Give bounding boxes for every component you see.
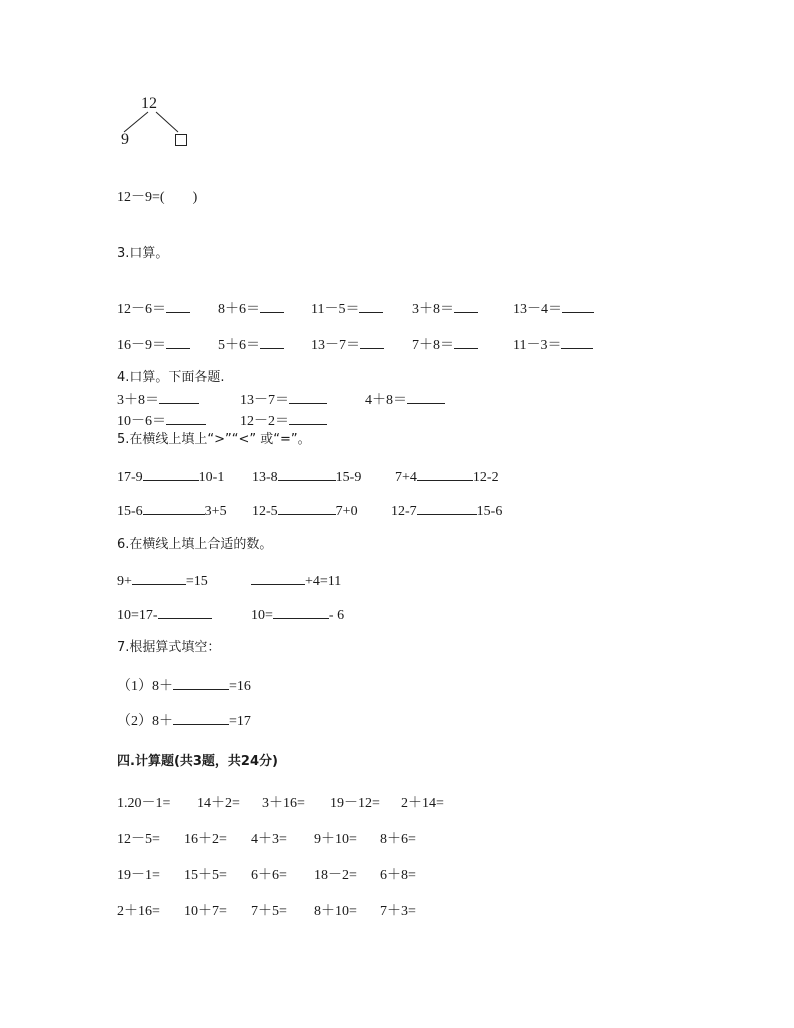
calc-problem: 6＋6=	[251, 868, 287, 883]
calc-problem: 2＋14=	[401, 796, 444, 811]
calc-problem: 4＋3=	[251, 832, 287, 847]
problem: 11－5＝	[311, 300, 383, 318]
compare-problem: 17-9 10-1	[117, 470, 225, 485]
answer-blank[interactable]	[289, 412, 327, 425]
calc-problem: 9＋10=	[314, 832, 357, 847]
compare-problem: 13-8 15-9	[252, 470, 362, 485]
section-5-title: 5.在横线上填上“>”“<” 或“=”。	[117, 432, 311, 447]
answer-blank[interactable]	[173, 712, 229, 725]
compare-problem: 7+4 12-2	[395, 470, 499, 485]
compare-problem: 12-7 15-6	[391, 504, 503, 519]
calc-problem: 3＋16=	[262, 796, 305, 811]
calc-problem: 19－12=	[330, 796, 380, 811]
answer-blank[interactable]	[260, 300, 284, 313]
fill-problem: （1）8＋ =16	[117, 679, 251, 694]
answer-blank[interactable]	[359, 300, 383, 313]
tree-top-number: 12	[141, 95, 157, 112]
answer-blank[interactable]	[407, 391, 445, 404]
tree-question: 12－9=( )	[117, 190, 198, 205]
answer-blank[interactable]	[562, 300, 594, 313]
problem: 13－7＝	[240, 391, 327, 409]
problem: 8＋6＝	[218, 300, 284, 318]
answer-blank[interactable]	[273, 606, 329, 619]
problem: 7＋8＝	[412, 336, 478, 354]
answer-blank[interactable]	[289, 391, 327, 404]
calc-problem: 1.20－1=	[117, 796, 171, 811]
problem: 3＋8＝	[117, 391, 199, 409]
fill-problem: 10=17-	[117, 606, 212, 624]
problem: 10－6＝	[117, 412, 206, 430]
calc-problem: 12－5=	[117, 832, 160, 847]
section-iv-heading: 四.计算题(共3题，共24分)	[117, 754, 278, 769]
problem: 4＋8＝	[365, 391, 445, 409]
calc-problem: 15＋5=	[184, 868, 227, 883]
answer-blank[interactable]	[166, 336, 190, 349]
fill-problem: +4=11	[251, 572, 341, 590]
calc-problem: 6＋8=	[380, 868, 416, 883]
problem: 12－6＝	[117, 300, 190, 318]
answer-blank[interactable]	[417, 502, 477, 515]
tree-answer-box[interactable]	[175, 134, 187, 146]
tree-left-number: 9	[121, 131, 129, 148]
calc-problem: 7＋3=	[380, 904, 416, 919]
calc-problem: 16＋2=	[184, 832, 227, 847]
answer-blank[interactable]	[158, 606, 212, 619]
answer-blank[interactable]	[278, 468, 336, 481]
calc-problem: 18－2=	[314, 868, 357, 883]
compare-problem: 12-5 7+0	[252, 504, 358, 519]
calc-problem: 2＋16=	[117, 904, 160, 919]
fill-problem: （2）8＋ =17	[117, 714, 251, 729]
problem: 16－9＝	[117, 336, 190, 354]
section-3-title: 3.口算。	[117, 246, 169, 261]
answer-blank[interactable]	[159, 391, 199, 404]
calc-problem: 10＋7=	[184, 904, 227, 919]
calc-problem: 8＋10=	[314, 904, 357, 919]
answer-blank[interactable]	[260, 336, 284, 349]
calc-problem: 14＋2=	[197, 796, 240, 811]
answer-blank[interactable]	[143, 502, 205, 515]
answer-blank[interactable]	[166, 412, 206, 425]
answer-blank[interactable]	[143, 468, 199, 481]
section-7-title: 7.根据算式填空：	[117, 640, 221, 655]
answer-blank[interactable]	[278, 502, 336, 515]
section-6-title: 6.在横线上填上合适的数。	[117, 537, 273, 552]
answer-blank[interactable]	[417, 468, 473, 481]
problem: 5＋6＝	[218, 336, 284, 354]
problem: 13－7＝	[311, 336, 384, 354]
section-4-title: 4.口算。下面各题.	[117, 370, 225, 385]
calc-problem: 7＋5=	[251, 904, 287, 919]
problem: 11－3＝	[513, 336, 593, 354]
answer-blank[interactable]	[173, 677, 229, 690]
answer-blank[interactable]	[360, 336, 384, 349]
problem: 13－4＝	[513, 300, 594, 318]
compare-problem: 15-6 3+5	[117, 504, 227, 519]
calc-problem: 8＋6=	[380, 832, 416, 847]
answer-blank[interactable]	[132, 572, 186, 585]
answer-blank[interactable]	[251, 572, 305, 585]
answer-blank[interactable]	[561, 336, 593, 349]
problem: 12－2＝	[240, 412, 327, 430]
fill-problem: 9+ =15	[117, 574, 208, 589]
problem: 3＋8＝	[412, 300, 478, 318]
answer-blank[interactable]	[454, 300, 478, 313]
answer-blank[interactable]	[454, 336, 478, 349]
calc-problem: 19－1=	[117, 868, 160, 883]
fill-problem: 10= - 6	[251, 608, 345, 623]
answer-blank[interactable]	[166, 300, 190, 313]
